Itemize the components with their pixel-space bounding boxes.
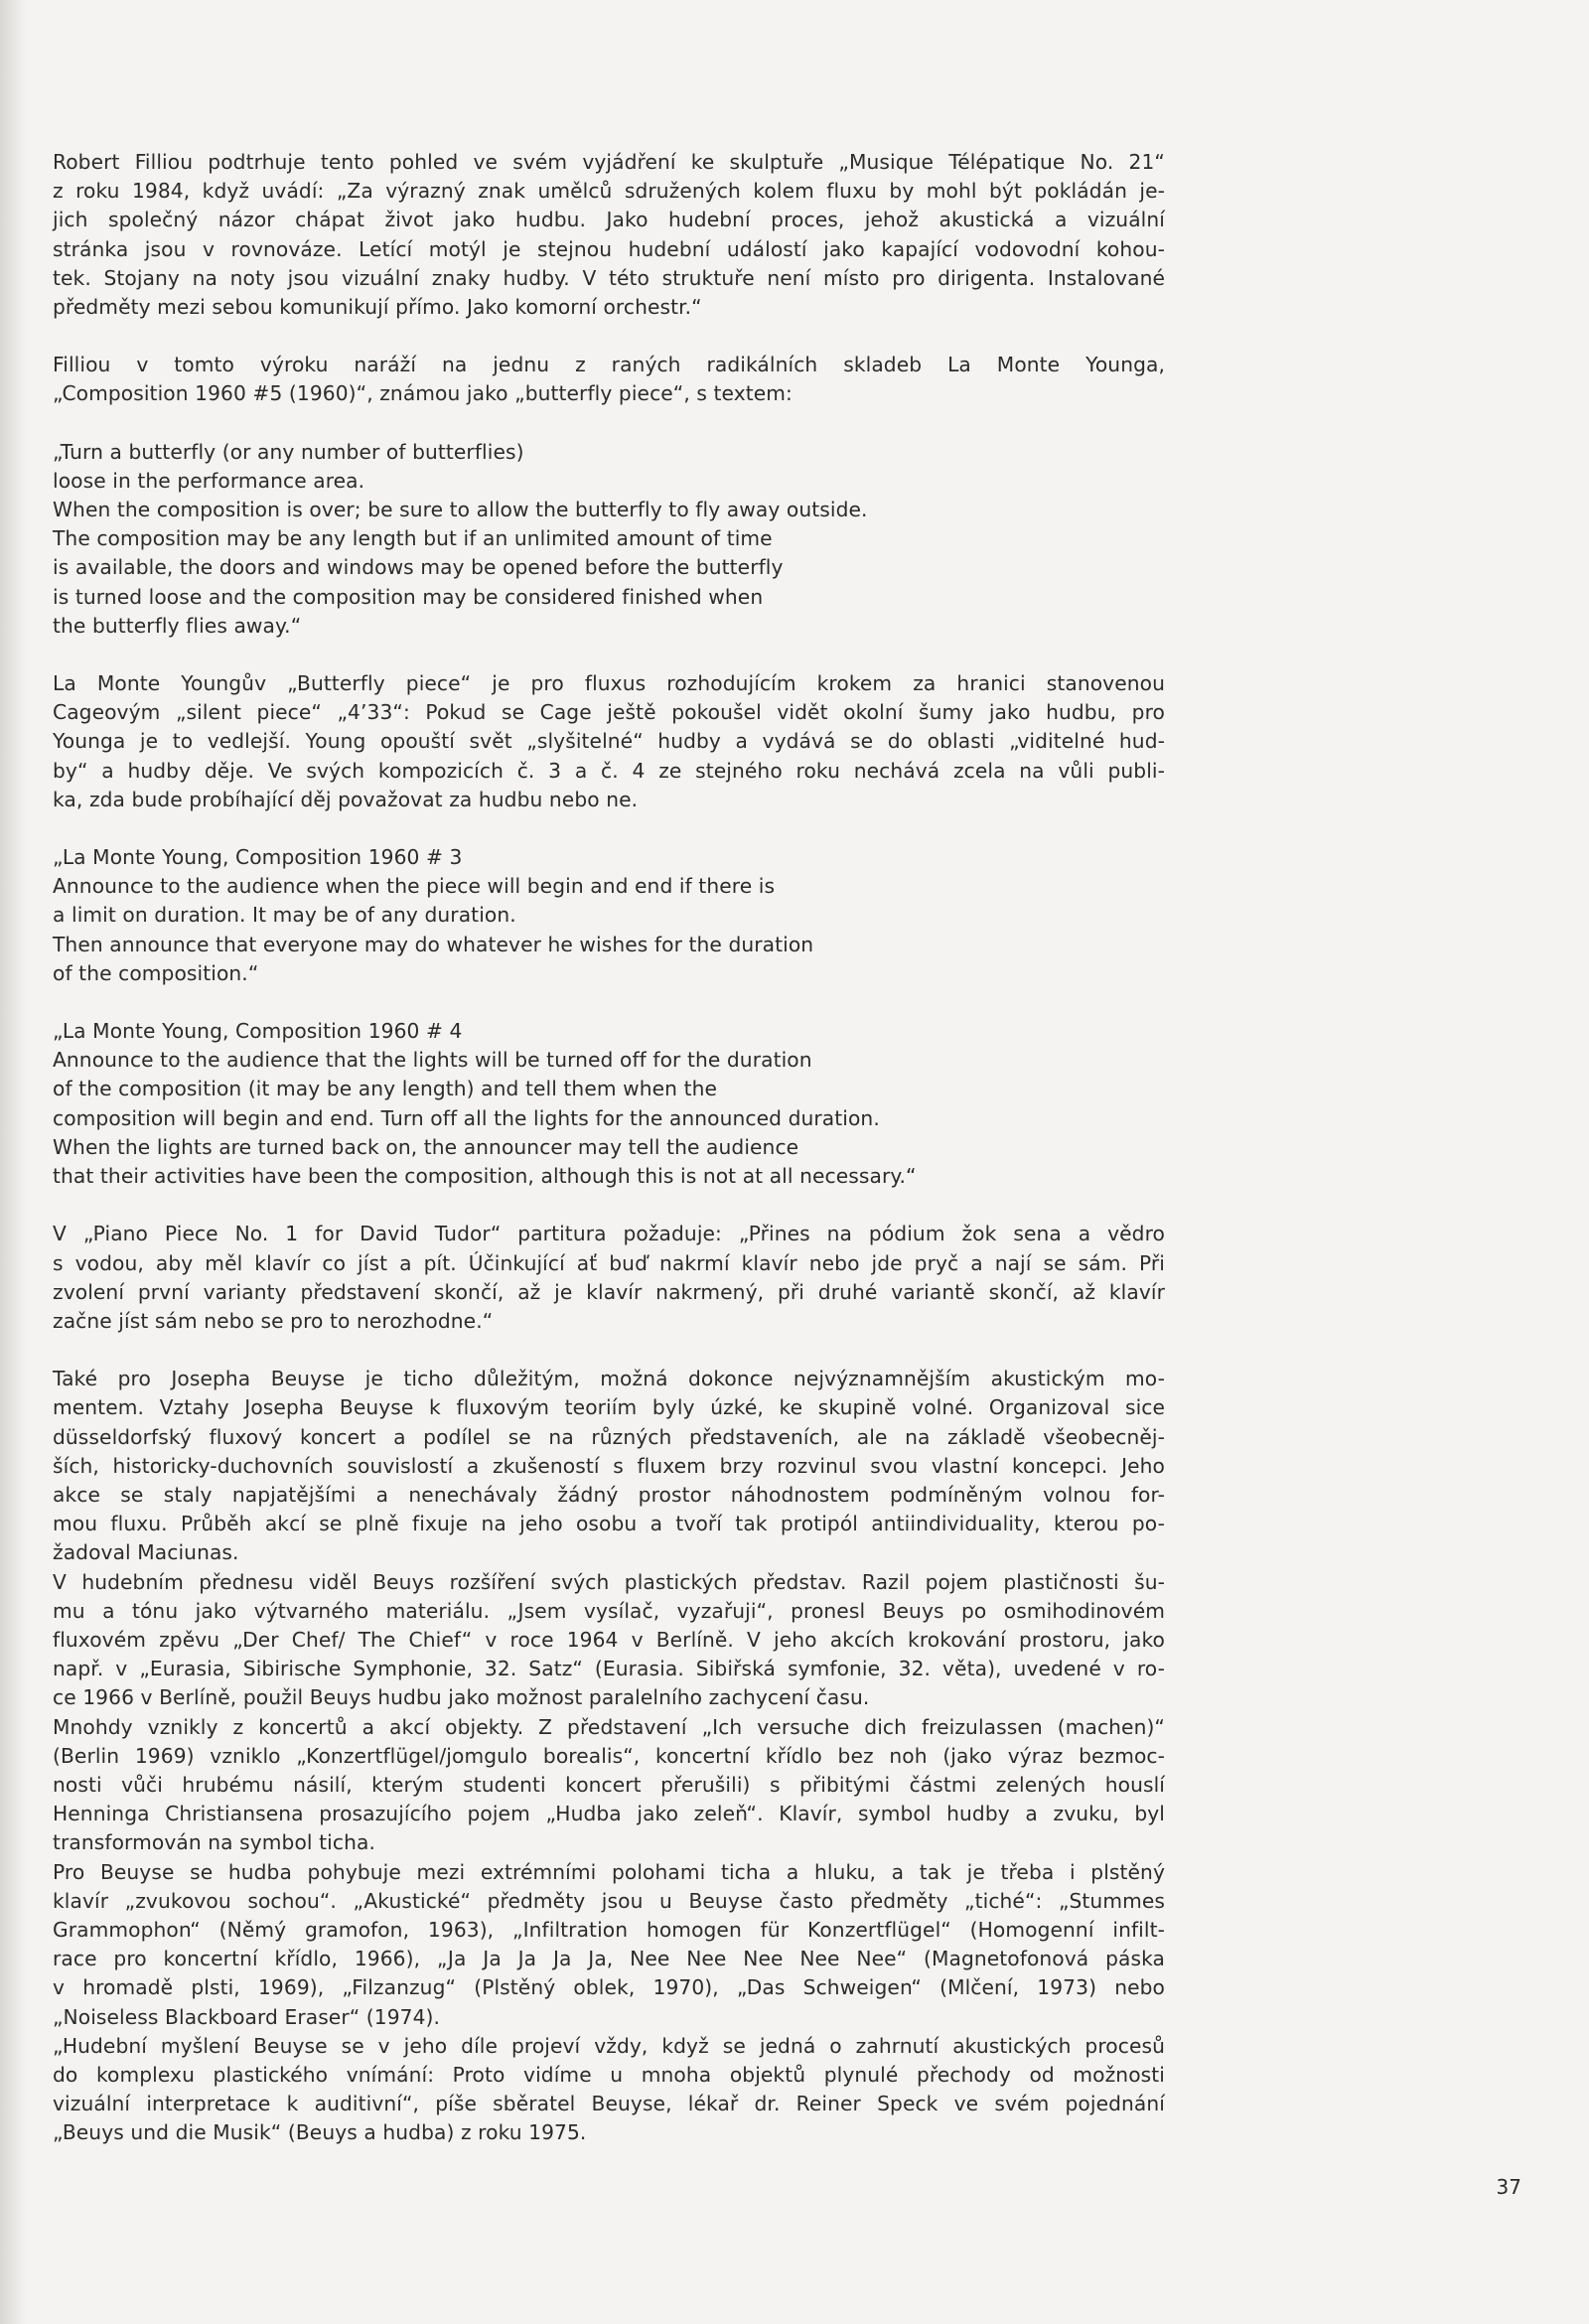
text-line: Henninga Christiansena prosazujícího pojem „Hudba jako zeleň“. Klavír, symbol hudby a zvuku, byl xyxy=(53,1802,1165,1826)
text-line: Younga je to vedlejší. Young opouští svět „slyšitelné“ hudby a vydává se do oblasti „viditelné hud- xyxy=(53,729,1165,754)
text-line: When the lights are turned back on, the announcer may tell the audience xyxy=(53,1134,799,1159)
text-line: Mnohdy vznikly z koncertů a akcí objekty. Z představení „Ich versuche dich freizulassen (machen)“ xyxy=(53,1714,1165,1739)
text-line: „La Monte Young, Composition 1960 # 3 xyxy=(53,845,463,870)
text-line: a limit on duration. It may be of any duration. xyxy=(53,903,516,928)
text-line: „Hudební myšlení Beuyse se v jeho díle projeví vždy, když se jedná o zahrnutí akustických procesů xyxy=(53,2033,1165,2058)
text-line: ce 1966 v Berlíně, použil Beuys hudbu jako možnost paralelního zachycení času. xyxy=(53,1685,870,1710)
text-line: is turned loose and the composition may be considered finished when xyxy=(53,584,764,609)
text-line: V „Piano Piece No. 1 for David Tudor“ partitura požaduje: „Přines na pódium žok sena a vědro xyxy=(53,1222,1165,1246)
paragraph-beuys-plasticity xyxy=(53,1568,1165,1713)
text-line: „Noiseless Blackboard Eraser“ (1974). xyxy=(53,2004,441,2029)
text-line: zvolení první varianty představení skončí, až je klavír nakrmený, při druhé variantě skončí, až klavír xyxy=(53,1279,1165,1304)
text-line: La Monte Youngův „Butterfly piece“ je pro fluxus rozhodujícím krokem za hranici stanovenou xyxy=(53,671,1165,696)
text-line: Také pro Josepha Beuyse je ticho důležitým, možná dokonce nejvýznamnějším akustickým mo- xyxy=(53,1367,1165,1391)
text-line: fluxovém zpěvu „Der Chef/ The Chief“ v roce 1964 v Berlíně. V jeho akcích krokování prostoru, jako xyxy=(53,1627,1165,1652)
text-line: tek. Stojany na noty jsou vizuální znaky hudby. V této struktuře není místo pro dirigenta. Instalované xyxy=(53,265,1165,290)
text-line: of the composition (it may be any length) and tell them when the xyxy=(53,1077,717,1101)
text-line: Pro Beuyse se hudba pohybuje mezi extrémními polohami ticha a hluku, a tak je třeba i plstěný xyxy=(53,1859,1165,1884)
text-line: transformován na symbol ticha. xyxy=(53,1830,375,1855)
text-line: composition will begin and end. Turn off all the lights for the announced duration. xyxy=(53,1105,880,1130)
text-line: „La Monte Young, Composition 1960 # 4 xyxy=(53,1019,463,1044)
quote-composition-4 xyxy=(53,1017,1165,1191)
text-line: Filliou v tomto výroku naráží na jednu z raných radikálních skladeb La Monte Younga, xyxy=(53,353,1165,377)
text-line: mou fluxu. Průběh akcí se plně fixuje na jeho osobu a tvoří tak protipól antiindividuality, kterou po- xyxy=(53,1512,1165,1536)
text-line: mentem. Vztahy Josepha Beuyse k fluxovým teoriím byly úzké, ke skupině volné. Organizoval sice xyxy=(53,1395,1165,1420)
text-line: „Composition 1960 #5 (1960)“, známou jako „butterfly piece“, s textem: xyxy=(53,381,793,406)
text-line: nosti vůči hrubému násilí, kterým studenti koncert přerušili) s přibitými částmi zelených houslí xyxy=(53,1772,1165,1797)
text-line: začne jíst sám nebo se pro to nerozhodne.“ xyxy=(53,1308,494,1333)
paragraph-speck-quote xyxy=(53,2032,1165,2148)
text-line: žadoval Maciunas. xyxy=(53,1540,239,1565)
text-line: v hromadě plsti, 1969), „Filzanzug“ (Plstěný oblek, 1970), „Das Schweigen“ (Mlčení, 1973) nebo xyxy=(53,1975,1165,2000)
text-line: s vodou, aby měl klavír co jíst a pít. Účinkující ať buď nakrmí klavír nebo jde pryč a nají se sám. Při xyxy=(53,1250,1165,1275)
text-line: When the composition is over; be sure to allow the butterfly to fly away outside. xyxy=(53,498,868,522)
text-line: Announce to the audience that the lights will be turned off for the duration xyxy=(53,1048,812,1073)
quote-butterfly-piece xyxy=(53,438,1165,641)
text-line: is available, the doors and windows may be opened before the butterfly xyxy=(53,555,784,580)
text-line: Then announce that everyone may do whatever he wishes for the duration xyxy=(53,932,814,956)
text-line: mu a tónu jako výtvarného materiálu. „Jsem vysílač, vyzařuji“, pronesl Beuys po osmihodinovém xyxy=(53,1598,1165,1623)
text-line: klavír „zvukovou sochou“. „Akustické“ předměty jsou u Beuyse často předměty „tiché“: „Stummes xyxy=(53,1888,1165,1913)
text-line: Announce to the audience when the piece will begin and end if there is xyxy=(53,874,776,899)
text-line: ších, historicky-duchovních souvislostí a zkušeností s fluxem brzy rozvinul svou vlastní koncepci. Jeho xyxy=(53,1453,1165,1478)
page-number: 37 xyxy=(1496,2175,1521,2199)
text-line: „Turn a butterfly (or any number of butterflies) xyxy=(53,439,524,464)
text-line: race pro koncertní křídlo, 1966), „Ja Ja Ja Ja Ja, Nee Nee Nee Nee Nee“ (Magnetofonová páska xyxy=(53,1947,1165,1971)
text-line: ka, zda bude probíhající děj považovat za hudbu nebo ne. xyxy=(53,787,639,811)
text-line: Robert Filliou podtrhuje tento pohled ve svém vyjádření ke skulptuře „Musique Télépatique No. 21“ xyxy=(53,150,1165,174)
text-line: (Berlin 1969) vzniklo „Konzertflügel/jomgulo borealis“, koncertní křídlo bez noh (jako výraz bezmoc- xyxy=(53,1743,1165,1768)
page-binding-edge xyxy=(0,0,26,2324)
text-line: stránka jsou v rovnováze. Letící motýl je stejnou hudební událostí jako kapající vodovodní kohou- xyxy=(53,236,1165,261)
text-line: the butterfly flies away.“ xyxy=(53,613,302,638)
text-line: do komplexu plastického vnímání: Proto vidíme u mnoha objektů plynulé přechody od možnosti xyxy=(53,2062,1165,2087)
text-line: The composition may be any length but if an unlimited amount of time xyxy=(53,526,773,551)
quote-composition-3 xyxy=(53,843,1165,988)
text-line: „Beuys und die Musik“ (Beuys a hudba) z roku 1975. xyxy=(53,2120,587,2145)
text-line: např. v „Eurasia, Sibirische Symphonie, 32. Satz“ (Eurasia. Sibiřská symfonie, 32. věta), uvedené v ro- xyxy=(53,1657,1165,1681)
paragraph-butterfly-intro xyxy=(53,351,1165,408)
paragraph-beuys-silence-noise xyxy=(53,1858,1165,2032)
paragraph-filliou-quote xyxy=(53,148,1165,322)
text-line: akce se staly napjatějšími a nenechávaly žádný prostor náhodnostem podmíněným volnou for- xyxy=(53,1482,1165,1507)
paragraph-young-cage xyxy=(53,669,1165,814)
text-line: Cageovým „silent piece“ „4’33“: Pokud se Cage ještě pokoušel vidět okolní šumy jako hudbu, pro xyxy=(53,700,1165,725)
text-line: jich společný názor chápat život jako hudbu. Jako hudební proces, jehož akustická a vizuální xyxy=(53,208,1165,232)
paragraph-beuys-objects xyxy=(53,1713,1165,1858)
text-line: loose in the performance area. xyxy=(53,468,365,493)
text-line: düsseldorfský fluxový koncert a podílel se na různých představeních, ale na základě všeobecněj- xyxy=(53,1424,1165,1449)
text-line: of the composition.“ xyxy=(53,960,259,985)
text-line: by“ a hudby děje. Ve svých kompozicích č. 3 a č. 4 ze stejného roku nechává zcela na vůli publi- xyxy=(53,758,1165,783)
text-line: vizuální interpretace k auditivní“, píše sběratel Beuyse, lékař dr. Reiner Speck ve svém pojednání xyxy=(53,2092,1165,2116)
text-line: Grammophon“ (Němý gramofon, 1963), „Infiltration homogen für Konzertflügel“ (Homogenní infilt- xyxy=(53,1917,1165,1942)
body-text xyxy=(53,148,1165,2148)
text-line: that their activities have been the composition, although this is not at all necessary.“ xyxy=(53,1164,917,1189)
paragraph-piano-piece xyxy=(53,1220,1165,1336)
text-line: V hudebním přednesu viděl Beuys rozšíření svých plastických představ. Razil pojem plastičnosti šu- xyxy=(53,1569,1165,1594)
text-line: předměty mezi sebou komunikují přímo. Jako komorní orchestr.“ xyxy=(53,295,702,320)
paragraph-beuys-silence xyxy=(53,1365,1165,1567)
text-line: z roku 1984, když uvádí: „Za výrazný znak umělců sdružených kolem fluxu by mohl být pokládán je- xyxy=(53,179,1165,204)
